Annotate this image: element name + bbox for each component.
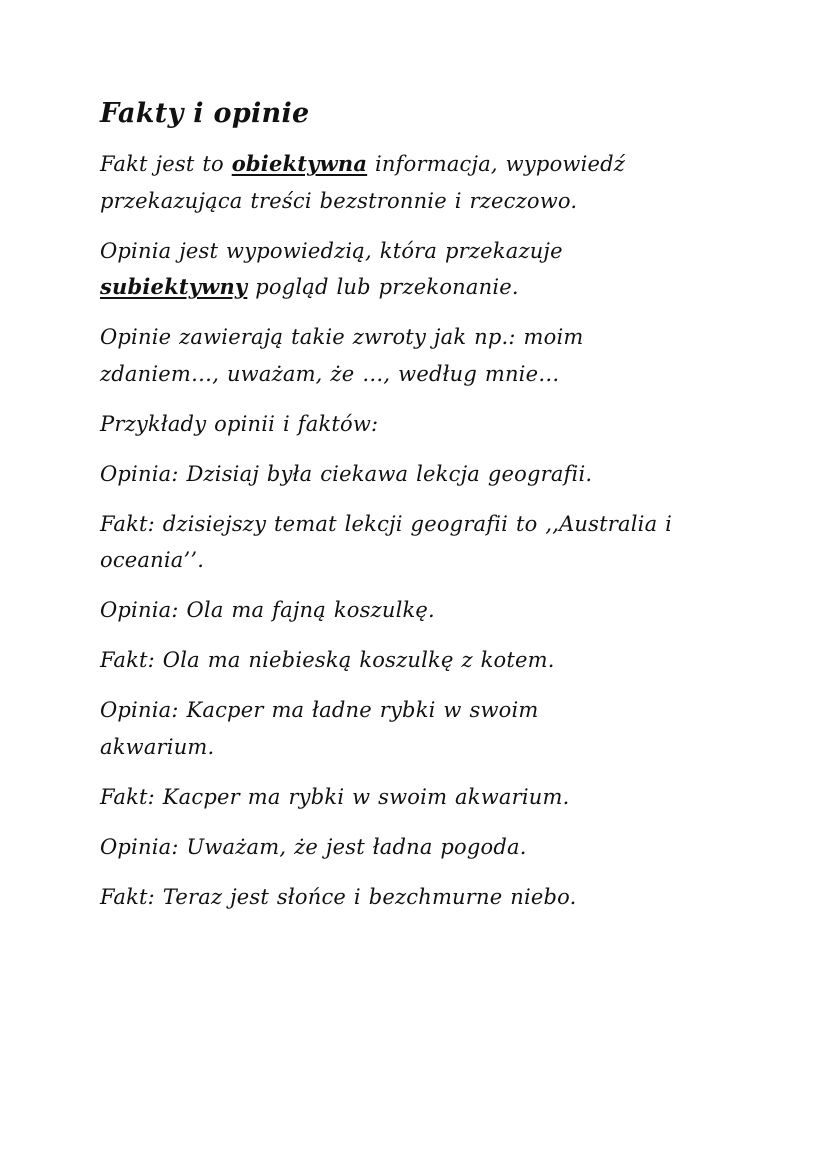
example-opinion-2: Opinia: Ola ma fajną koszulkę. [100, 598, 435, 622]
fact-definition [100, 146, 680, 219]
example-opinion-3: Opinia: Kacper ma ładne rybki w swoim akwarium. [100, 698, 539, 759]
example-fact-1: Fakt: dzisiejszy temat lekcji geografii to ,,Australia i oceania’’. [100, 511, 673, 572]
example-fact-3: Fakt: Kacper ma rybki w swoim akwarium. [100, 784, 570, 809]
document-title: Fakty i opinie [100, 98, 310, 129]
document-page [100, 96, 740, 929]
keyword-obiektywna: obiektywna [231, 151, 368, 176]
example-fact-2: Fakt: Ola ma niebieską koszulkę z kotem. [100, 648, 555, 672]
opinion-definition-text-after: pogląd lub przekonanie. [247, 275, 519, 299]
opinion-definition [100, 233, 640, 306]
fact-definition-text-before: Fakt jest to [100, 152, 232, 176]
example-fact-4: Fakt: Teraz jest słońce i bezchmurne niebo. [100, 884, 577, 909]
opinion-definition-text-before: Opinia jest wypowiedzią, która przekazuje [100, 238, 563, 263]
example-opinion-4: Opinia: Uważam, że jest ładna pogoda. [100, 834, 527, 859]
opinion-phrases-note: Opinie zawierają takie zwroty jak np.: moim zdaniem…, uważam, że …, według mnie… [100, 325, 584, 386]
examples-heading: Przykłady opinii i faktów: [100, 411, 379, 436]
keyword-subiektywny: subiektywny [100, 274, 248, 299]
example-opinion-1: Opinia: Dzisiaj była ciekawa lekcja geografii. [100, 461, 593, 486]
fact-definition-text-after: informacja, wypowiedź przekazująca treści bezstronnie i rzeczowo. [100, 152, 626, 213]
